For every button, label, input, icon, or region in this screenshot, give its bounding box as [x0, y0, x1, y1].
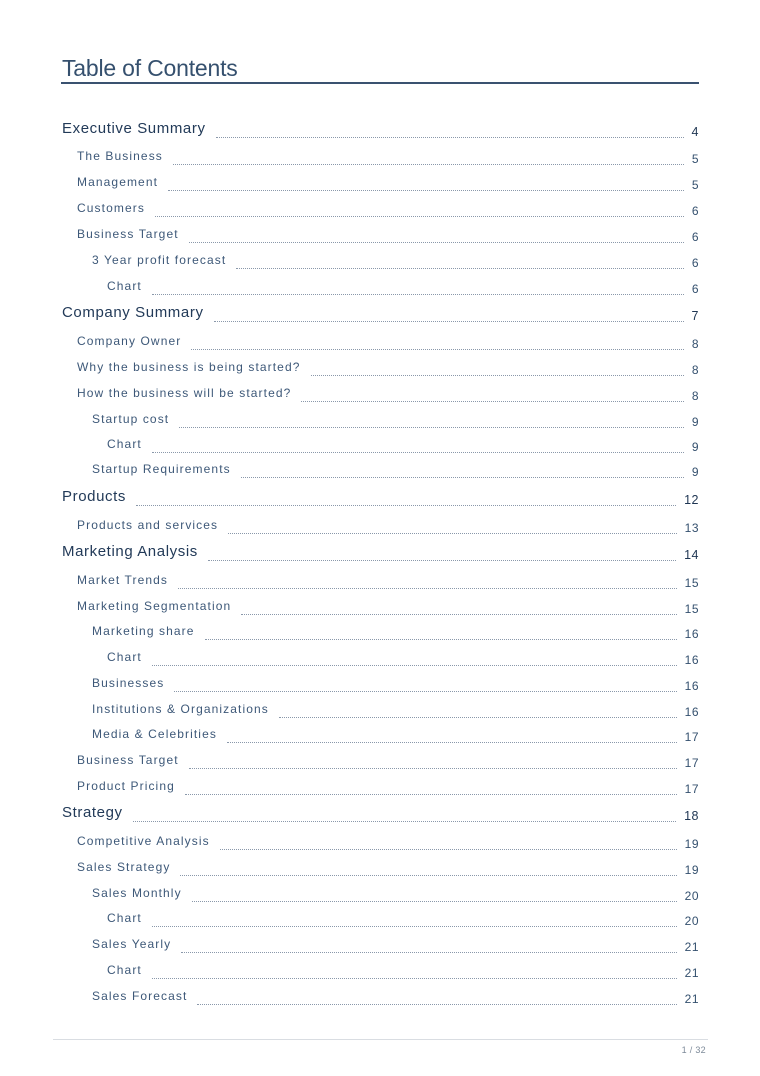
- toc-entry-label[interactable]: Sales Monthly: [92, 886, 182, 900]
- toc-dot-leader: [152, 978, 677, 979]
- toc-entry-label[interactable]: Management: [77, 175, 159, 189]
- toc-entry[interactable]: [0, 460, 760, 480]
- toc-entry-label[interactable]: Sales Forecast: [92, 989, 188, 1003]
- toc-entry-page[interactable]: 6: [691, 230, 699, 244]
- toc-dot-leader: [152, 452, 684, 453]
- toc-entry[interactable]: [0, 147, 760, 167]
- toc-entry-label[interactable]: How the business will be started?: [77, 386, 292, 400]
- toc-dot-leader: [205, 639, 677, 640]
- toc-dot-leader: [136, 505, 676, 506]
- toc-entry-page[interactable]: 6: [691, 204, 699, 218]
- toc-dot-leader: [152, 294, 684, 295]
- page-number: 1 / 32: [681, 1045, 706, 1055]
- toc-entry[interactable]: [0, 777, 760, 797]
- toc-dot-leader: [189, 768, 677, 769]
- footer-divider: [53, 1039, 708, 1040]
- toc-entry-page[interactable]: 5: [691, 152, 699, 166]
- toc-entry-label[interactable]: Business Target: [77, 753, 179, 767]
- toc-entry-label[interactable]: Why the business is being started?: [77, 360, 301, 374]
- toc-entry-label[interactable]: The Business: [77, 149, 163, 163]
- toc-entry-label[interactable]: Products and services: [77, 518, 219, 532]
- toc-entry-page[interactable]: 16: [684, 627, 699, 641]
- toc-entry-label[interactable]: Customers: [77, 201, 145, 215]
- toc-entry-label[interactable]: Executive Summary: [62, 120, 206, 137]
- toc-dot-leader: [180, 875, 677, 876]
- toc-entry[interactable]: [0, 277, 760, 297]
- toc-entry[interactable]: [0, 832, 760, 852]
- toc-entry-page[interactable]: 4: [691, 125, 699, 139]
- toc-entry-label[interactable]: Chart: [107, 963, 142, 977]
- toc-dot-leader: [241, 614, 677, 615]
- toc-dot-leader: [311, 375, 684, 376]
- toc-entry[interactable]: [0, 674, 760, 694]
- toc-entry[interactable]: [0, 173, 760, 193]
- toc-entry-page[interactable]: 9: [691, 440, 699, 454]
- toc-entry[interactable]: [0, 725, 760, 745]
- toc-dot-leader: [236, 268, 684, 269]
- toc-entry-label[interactable]: Strategy: [62, 804, 123, 821]
- toc-entry-page[interactable]: 5: [691, 178, 699, 192]
- toc-entry[interactable]: [0, 571, 760, 591]
- toc-entry-label[interactable]: Chart: [107, 437, 142, 451]
- toc-entry[interactable]: [0, 332, 760, 352]
- toc-dot-leader: [152, 926, 677, 927]
- toc-entry-label[interactable]: Company Owner: [77, 334, 182, 348]
- toc-entry-label[interactable]: 3 Year profit forecast: [92, 253, 227, 267]
- toc-entry-page[interactable]: 8: [691, 337, 699, 351]
- toc-entry-page[interactable]: 16: [684, 679, 699, 693]
- toc-entry-label[interactable]: Chart: [107, 650, 142, 664]
- toc-entry-label[interactable]: Media & Celebrities: [92, 727, 217, 741]
- toc-entry-page[interactable]: 17: [684, 730, 699, 744]
- toc-dot-leader: [152, 665, 677, 666]
- toc-entry-page[interactable]: 9: [691, 415, 699, 429]
- toc-dot-leader: [178, 588, 677, 589]
- toc-entry[interactable]: [0, 700, 760, 720]
- toc-entry[interactable]: [0, 120, 760, 140]
- toc-entry-page[interactable]: 8: [691, 363, 699, 377]
- toc-entry[interactable]: [0, 961, 760, 981]
- toc-entry-page[interactable]: 17: [684, 782, 699, 796]
- toc-entry[interactable]: [0, 648, 760, 668]
- toc-entry-page[interactable]: 9: [691, 465, 699, 479]
- toc-entry-label[interactable]: Chart: [107, 911, 142, 925]
- toc-dot-leader: [197, 1004, 677, 1005]
- toc-entry[interactable]: [0, 488, 760, 508]
- page-title: Table of Contents: [62, 55, 238, 81]
- toc-dot-leader: [174, 691, 677, 692]
- toc-entry-label[interactable]: Competitive Analysis: [77, 834, 210, 848]
- toc-entry-page[interactable]: 16: [684, 705, 699, 719]
- toc-dot-leader: [179, 427, 684, 428]
- toc-entry-label[interactable]: Product Pricing: [77, 779, 175, 793]
- toc-dot-leader: [216, 137, 684, 138]
- toc-dot-leader: [181, 952, 677, 953]
- toc-entry-label[interactable]: Sales Yearly: [92, 937, 172, 951]
- toc-entry-page[interactable]: 21: [684, 966, 699, 980]
- toc-dot-leader: [155, 216, 684, 217]
- toc-entry[interactable]: [0, 804, 760, 824]
- toc-dot-leader: [241, 477, 684, 478]
- toc-dot-leader: [279, 717, 677, 718]
- toc-entry[interactable]: [0, 858, 760, 878]
- toc-entry-label[interactable]: Institutions & Organizations: [92, 702, 269, 716]
- toc-entry-page[interactable]: 19: [684, 837, 699, 851]
- toc-entry-page[interactable]: 12: [684, 493, 699, 507]
- toc-entry[interactable]: [0, 358, 760, 378]
- toc-entry-page[interactable]: 15: [684, 602, 699, 616]
- toc-entry-page[interactable]: 15: [684, 576, 699, 590]
- toc-entry-label[interactable]: Startup cost: [92, 412, 170, 426]
- toc-dot-leader: [168, 190, 684, 191]
- toc-dot-leader: [185, 794, 677, 795]
- toc-entry-label[interactable]: Company Summary: [62, 304, 204, 321]
- toc-dot-leader: [214, 321, 684, 322]
- toc-dot-leader: [301, 401, 684, 402]
- toc-dot-leader: [189, 242, 684, 243]
- toc-entry-label[interactable]: Businesses: [92, 676, 165, 690]
- toc-entry-page[interactable]: 6: [691, 256, 699, 270]
- toc-entry-page[interactable]: 18: [684, 809, 699, 823]
- toc-entry[interactable]: [0, 384, 760, 404]
- toc-entry[interactable]: [0, 751, 760, 771]
- toc-entry[interactable]: [0, 597, 760, 617]
- toc-entry[interactable]: [0, 543, 760, 563]
- toc-entry[interactable]: [0, 622, 760, 642]
- toc-entry-label[interactable]: Sales Strategy: [77, 860, 171, 874]
- toc-entry[interactable]: [0, 251, 760, 271]
- toc-entry[interactable]: [0, 516, 760, 536]
- toc-entry-label[interactable]: Business Target: [77, 227, 179, 241]
- toc-dot-leader: [208, 560, 676, 561]
- toc-entry-label[interactable]: Marketing share: [92, 624, 195, 638]
- toc-entry[interactable]: [0, 909, 760, 929]
- toc-entry-label[interactable]: Products: [62, 488, 126, 505]
- toc-entry[interactable]: [0, 225, 760, 245]
- toc-entry-label[interactable]: Marketing Segmentation: [77, 599, 232, 613]
- toc-entry-page[interactable]: 16: [684, 653, 699, 667]
- toc-entry-label[interactable]: Marketing Analysis: [62, 543, 198, 560]
- toc-entry-page[interactable]: 20: [684, 889, 699, 903]
- toc-entry[interactable]: [0, 935, 760, 955]
- toc-entry-page[interactable]: 13: [684, 521, 699, 535]
- toc-entry[interactable]: [0, 884, 760, 904]
- toc-entry[interactable]: [0, 199, 760, 219]
- toc-entry-page[interactable]: 19: [684, 863, 699, 877]
- toc-entry-page[interactable]: 6: [691, 282, 699, 296]
- toc-entry[interactable]: [0, 410, 760, 430]
- toc-entry-page[interactable]: 17: [684, 756, 699, 770]
- toc-dot-leader: [173, 164, 684, 165]
- toc-entry[interactable]: [0, 987, 760, 1007]
- toc-dot-leader: [191, 349, 684, 350]
- toc-entry-page[interactable]: 8: [691, 389, 699, 403]
- toc-dot-leader: [192, 901, 677, 902]
- toc-entry-label[interactable]: Market Trends: [77, 573, 168, 587]
- toc-entry-label[interactable]: Startup Requirements: [92, 462, 231, 476]
- toc-dot-leader: [133, 821, 676, 822]
- toc-entry-page[interactable]: 14: [684, 548, 699, 562]
- toc-entry[interactable]: [0, 304, 760, 324]
- toc-dot-leader: [228, 533, 677, 534]
- toc-entry-page[interactable]: 21: [684, 940, 699, 954]
- toc-entry[interactable]: [0, 435, 760, 455]
- toc-entry-page[interactable]: 20: [684, 914, 699, 928]
- toc-entry-label[interactable]: Chart: [107, 279, 142, 293]
- toc-dot-leader: [220, 849, 677, 850]
- toc-entry-page[interactable]: 7: [691, 309, 699, 323]
- toc-dot-leader: [227, 742, 677, 743]
- toc-entry-page[interactable]: 21: [684, 992, 699, 1006]
